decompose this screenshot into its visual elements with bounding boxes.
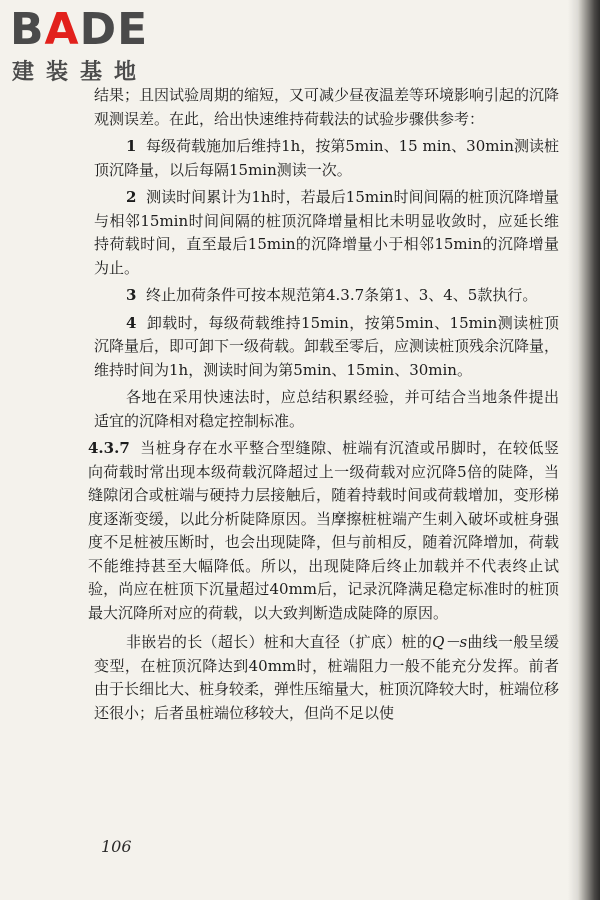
step-text-2: 测读时间累计为1h时，若最后15min时间间隔的桩顶沉降增量与相邻15min时间间隔的桩顶沉降增量相比未明显收敛时，应延长维持荷载时间，直至最后15min的沉降增量小于相邻15min的沉降增量为止。	[94, 188, 559, 277]
step-number-4: 4	[126, 313, 137, 332]
logo-wordmark	[10, 6, 148, 54]
clause-number: 4.3.7	[88, 439, 130, 457]
step-item-3	[94, 284, 559, 308]
qs-curve-symbol: Q－s	[432, 633, 468, 651]
clause-text: 当桩身存在水平整合型缝隙、桩端有沉渣或吊脚时，在较低竖向荷载时常出现本级荷载沉降超过上一级荷载对应沉降5倍的陡降，当缝隙闭合或桩端与硬持力层接触后，随着持载时间或荷载增加，变形梯度逐渐变缓，以此分析陡降原因。当摩擦桩桩端产生刺入破坏或桩身强度不足桩被压断时，也会出现陡降，但与前相反，随着沉降增加，荷载不能维持甚至大幅降低。所以，出现陡降后终止加载并不代表终止试验，尚应在桩顶下沉量超过40mm后，记录沉降满足稳定标准时的桩顶最大沉降所对应的荷载，以大致判断造成陡降的原因。	[88, 439, 559, 622]
intro-paragraph: 结果；且因试验周期的缩短，又可减少昼夜温差等环境影响引起的沉降观测误差。在此，给出快速维持荷载法的试验步骤供参考：	[94, 86, 560, 128]
scan-shadow	[568, 0, 578, 900]
bade-logo	[10, 6, 185, 88]
step-number-3: 3	[126, 286, 137, 304]
step-text-1: 每级荷载施加后维持1h，按第5min、15 min、30min测读桩顶沉降量，以后每隔15min测读一次。	[94, 137, 559, 179]
page-number: 106	[101, 837, 132, 856]
final-text-b: 曲线一般呈缓变型，在桩顶沉降达到40mm时，桩端阻力一般不能充分发挥。前者由于长细比大、桩身较柔，弹性压缩量大，桩顶沉降较大时，桩端位移还很小；后者虽桩端位移较大，但尚不足以使	[94, 633, 560, 722]
step-number-1: 1	[126, 137, 137, 155]
step-text-3: 终止加荷条件可按本规范第4.3.7条第1、3、4、5款执行。	[145, 286, 538, 304]
step-text-4: 卸载时，每级荷载维持15min，按第5min、15min测读桩顶沉降量后，即可卸下一级荷载。卸载至零后，应测读桩顶残余沉降量，维持时间为1h，测读时间为第5min、15min、30min。	[94, 313, 560, 379]
logo-subtitle: 建装基地	[12, 60, 149, 85]
step-item-1	[94, 135, 559, 182]
final-paragraph	[94, 631, 559, 725]
logo-letter-b: B	[10, 4, 45, 55]
step-item-4	[94, 312, 559, 383]
final-text-a: 非嵌岩的长（超长）桩和大直径（扩底）桩的	[126, 633, 433, 651]
logo-letter-a-accent: A	[44, 4, 80, 55]
summary-paragraph: 各地在采用快速法时，应总结积累经验，并可结合当地条件提出适宜的沉降相对稳定控制标准。	[94, 388, 559, 430]
scan-binding-edge	[578, 0, 600, 900]
step-number-2: 2	[126, 188, 137, 206]
document-page	[88, 84, 560, 884]
logo-letters-de: DE	[79, 4, 149, 55]
step-item-2	[94, 186, 559, 280]
clause-paragraph	[88, 437, 559, 625]
